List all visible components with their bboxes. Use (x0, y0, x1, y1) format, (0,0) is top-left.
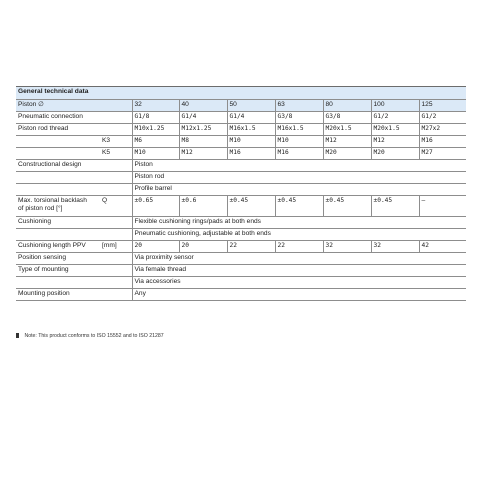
table-cell: G1/4 (227, 112, 275, 124)
torsional-backlash-row (16, 196, 466, 217)
cushioning-length-label: Cushioning length PPV (16, 241, 100, 253)
table-cell: Piston rod (132, 172, 466, 184)
table-cell: M6 (132, 136, 179, 148)
table-title-row (16, 87, 466, 100)
table-cell: M20 (323, 148, 371, 160)
diameter-cell: 80 (323, 100, 371, 112)
table-cell: M27 (419, 148, 466, 160)
mounting-position-row (16, 289, 466, 301)
torsional-backlash-label (16, 196, 100, 217)
table-cell: M16 (419, 136, 466, 148)
table-cell: ±0.45 (227, 196, 275, 217)
cushioning-row-2 (16, 229, 466, 241)
table-cell: ±0.6 (179, 196, 227, 217)
piston-rod-thread-label: Piston rod thread (16, 124, 132, 136)
cushioning-label: Cushioning (16, 217, 132, 229)
table-cell: Via accessories (132, 277, 466, 289)
table-cell: – (419, 196, 466, 217)
technical-data-table-container (16, 86, 466, 301)
piston-diameter-row (16, 100, 466, 112)
mounting-position-label: Mounting position (16, 289, 132, 301)
table-cell: M16x1.5 (227, 124, 275, 136)
table-cell: ±0.45 (371, 196, 419, 217)
table-cell: M10 (275, 136, 323, 148)
type-of-mounting-row (16, 265, 466, 277)
piston-rod-thread-k5-row (16, 148, 466, 160)
cushioning-length-row (16, 241, 466, 253)
table-cell: Any (132, 289, 466, 301)
table-cell: M12x1.25 (179, 124, 227, 136)
type-of-mounting-label: Type of mounting (16, 265, 132, 277)
table-cell: M8 (179, 136, 227, 148)
table-cell: M12 (323, 136, 371, 148)
position-sensing-row (16, 253, 466, 265)
table-cell: M27x2 (419, 124, 466, 136)
cushioning-row (16, 217, 466, 229)
table-cell: 22 (227, 241, 275, 253)
table-cell: M20 (371, 148, 419, 160)
table-cell: M12 (371, 136, 419, 148)
table-title: General technical data (16, 87, 466, 100)
table-cell: G3/8 (275, 112, 323, 124)
table-cell: Flexible cushioning rings/pads at both ends (132, 217, 466, 229)
table-cell: 42 (419, 241, 466, 253)
table-cell: M10 (227, 136, 275, 148)
cushioning-length-unit: [mm] (100, 241, 132, 253)
position-sensing-label: Position sensing (16, 253, 132, 265)
table-cell: M20x1.5 (323, 124, 371, 136)
technical-data-table (16, 86, 466, 301)
k3-label: K3 (100, 136, 132, 148)
table-cell: M12 (179, 148, 227, 160)
pneumatic-connection-label: Pneumatic connection (16, 112, 132, 124)
table-cell: M16x1.5 (275, 124, 323, 136)
diameter-cell: 50 (227, 100, 275, 112)
piston-rod-thread-k3-row (16, 136, 466, 148)
table-cell: M10 (132, 148, 179, 160)
footnote-text: Note: This product conforms to ISO 15552 and to ISO 21287 (24, 333, 164, 339)
table-cell: M10x1.25 (132, 124, 179, 136)
table-cell: Piston (132, 160, 466, 172)
empty-cell (16, 184, 132, 196)
table-cell: ±0.45 (275, 196, 323, 217)
torsional-backlash-label-line1: Max. torsional backlash (18, 197, 87, 204)
table-cell: M16 (227, 148, 275, 160)
table-cell: G1/8 (132, 112, 179, 124)
table-cell: Via proximity sensor (132, 253, 466, 265)
diameter-cell: 63 (275, 100, 323, 112)
constructional-design-label: Constructional design (16, 160, 132, 172)
diameter-cell: 125 (419, 100, 466, 112)
footnote (16, 333, 164, 339)
table-cell: ±0.45 (323, 196, 371, 217)
piston-diameter-label: Piston ∅ (16, 100, 132, 112)
diameter-cell: 100 (371, 100, 419, 112)
type-of-mounting-row-2 (16, 277, 466, 289)
empty-cell (16, 277, 132, 289)
torsional-backlash-label-line2: of piston rod [°] (18, 205, 63, 212)
empty-cell (16, 172, 132, 184)
table-cell: M16 (275, 148, 323, 160)
k5-label: K5 (100, 148, 132, 160)
table-cell: 20 (179, 241, 227, 253)
constructional-design-row-3 (16, 184, 466, 196)
table-cell: Via female thread (132, 265, 466, 277)
table-cell: 22 (275, 241, 323, 253)
constructional-design-row (16, 160, 466, 172)
pneumatic-connection-row (16, 112, 466, 124)
empty-cell (16, 136, 100, 148)
table-cell: Pneumatic cushioning, adjustable at both ends (132, 229, 466, 241)
empty-cell (16, 148, 100, 160)
table-cell: G1/2 (371, 112, 419, 124)
diameter-cell: 32 (132, 100, 179, 112)
table-cell: M20x1.5 (371, 124, 419, 136)
table-cell: G3/8 (323, 112, 371, 124)
table-cell: 32 (323, 241, 371, 253)
diameter-cell: 40 (179, 100, 227, 112)
note-icon (16, 333, 19, 338)
constructional-design-row-2 (16, 172, 466, 184)
table-cell: 20 (132, 241, 179, 253)
empty-cell (16, 229, 132, 241)
table-cell: Profile barrel (132, 184, 466, 196)
table-cell: 32 (371, 241, 419, 253)
piston-rod-thread-row (16, 124, 466, 136)
table-cell: G1/2 (419, 112, 466, 124)
table-cell: ±0.65 (132, 196, 179, 217)
table-cell: G1/4 (179, 112, 227, 124)
torsional-backlash-symbol: Q (100, 196, 132, 217)
